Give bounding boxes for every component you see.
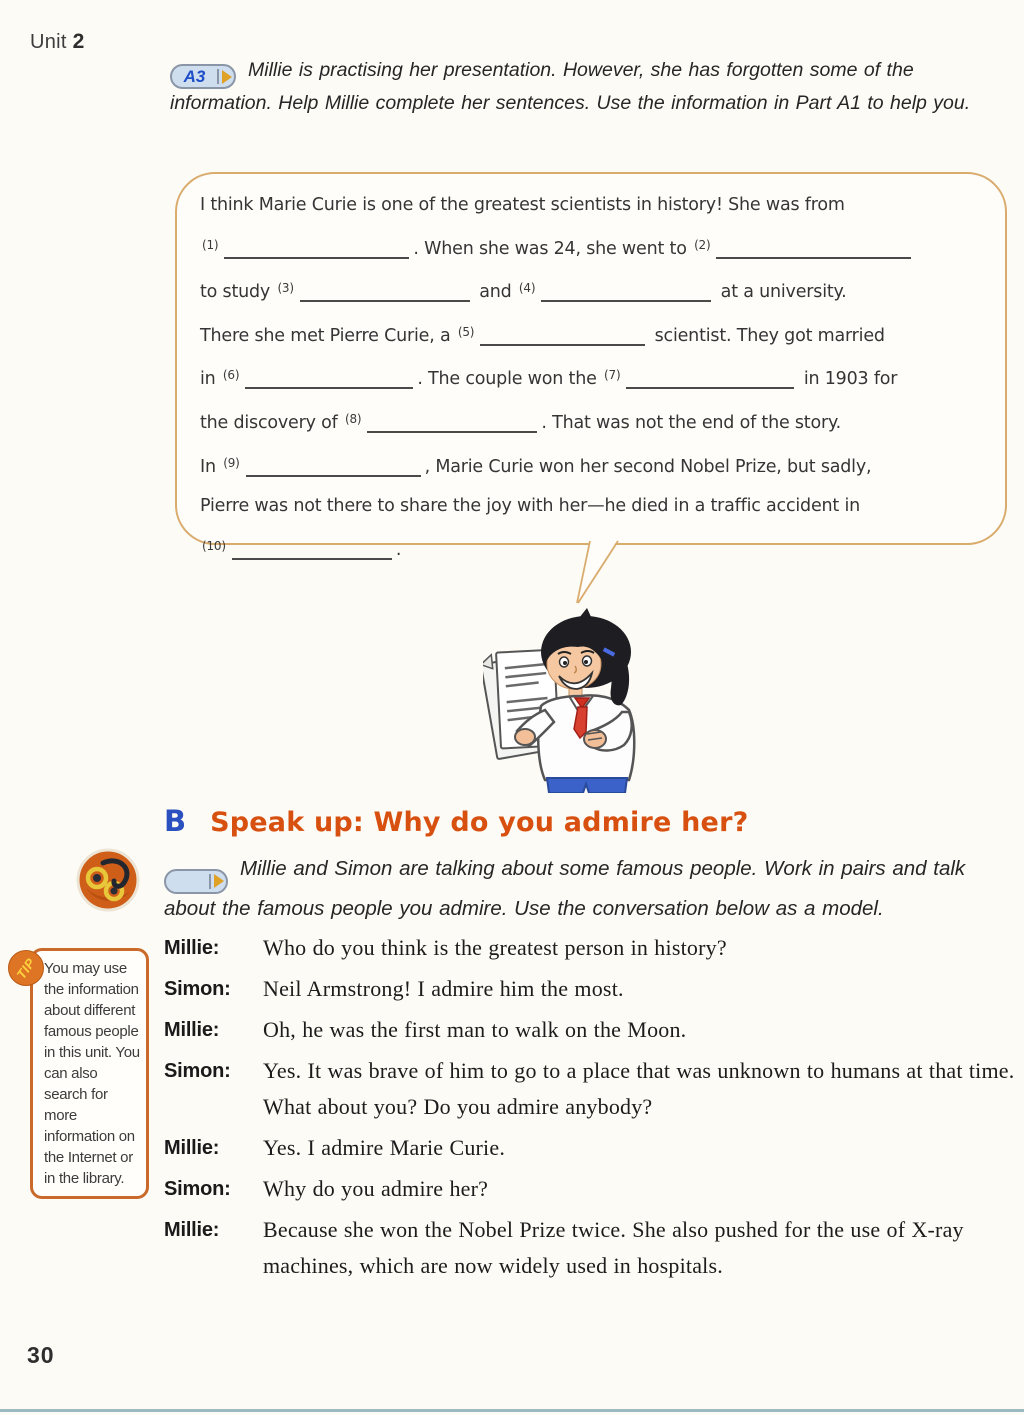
- dialogue-row: [164, 1130, 1022, 1166]
- blank-number: (5): [457, 324, 475, 339]
- bubble-line: [200, 356, 985, 400]
- bubble-text: . That was not the end of the story.: [541, 412, 841, 433]
- listen-badge: [164, 869, 228, 894]
- a3-instruction-text: Millie is practising her presentation. However, she has forgotten some of the information. Help Millie complete her sentences. Use the information in Part A1 to help you.: [170, 59, 971, 114]
- unit-number: 2: [72, 30, 85, 53]
- blank-number: (10): [202, 538, 226, 553]
- bubble-text: There she met Pierre Curie, a: [200, 325, 456, 346]
- bubble-text: . The couple won the: [417, 369, 603, 390]
- speaker-name: Millie:: [164, 1219, 220, 1241]
- bubble-line: [200, 313, 985, 357]
- speaker-line: Yes. It was brave of him to go to a place that was unknown to humans at that time. What about you? Do you admire anybody?: [263, 1058, 1015, 1119]
- bottom-rule: [0, 1409, 1024, 1412]
- exercise-a3-instruction: [170, 56, 984, 118]
- section-b-heading: [164, 804, 748, 838]
- a3-badge-label: A3: [183, 67, 206, 86]
- blank-number: (3): [277, 281, 294, 296]
- bubble-line: [200, 400, 985, 444]
- a3-badge: [170, 64, 236, 89]
- bubble-text: in: [200, 369, 221, 390]
- speaker-name: Simon:: [164, 1060, 231, 1082]
- speaker-line: Yes. I admire Marie Curie.: [263, 1135, 506, 1160]
- speech-bubble-lines: [200, 186, 985, 570]
- blank-line: [300, 294, 470, 302]
- section-b-instruction: [164, 854, 966, 924]
- speaker-name: Millie:: [164, 1137, 220, 1159]
- blank-line: [245, 381, 413, 389]
- bubble-text: in 1903 for: [798, 369, 898, 390]
- blank-line: [232, 552, 392, 560]
- blank-line: [480, 338, 645, 346]
- speaker-line: Why do you admire her?: [263, 1176, 489, 1201]
- bubble-text: Pierre was not there to share the joy with her—he died in a traffic accident in: [200, 496, 860, 517]
- dialogue-row: [164, 930, 1022, 966]
- tip-box: [30, 948, 149, 1199]
- bubble-line: [200, 226, 985, 270]
- bubble-text: In: [200, 456, 222, 477]
- speaker-name: Simon:: [164, 1178, 231, 1200]
- blank-number: (1): [202, 237, 219, 252]
- blank-line: [224, 251, 409, 259]
- speaker-name: Millie:: [164, 937, 220, 959]
- dialogue-row: [164, 971, 1022, 1007]
- blank-line: [367, 425, 537, 433]
- blank-number: (9): [223, 455, 240, 470]
- dialogue: [164, 930, 1022, 1289]
- blank-number: (4): [518, 281, 536, 296]
- millie-cartoon: [483, 608, 668, 793]
- dialogue-row: [164, 1053, 1022, 1125]
- blank-number: (2): [694, 237, 711, 252]
- blank-line: [541, 294, 711, 302]
- play-icon: [222, 70, 232, 84]
- speaker-name: Simon:: [164, 978, 231, 1000]
- speaker-line: Neil Armstrong! I admire him the most.: [263, 976, 624, 1001]
- blank-line: [246, 469, 421, 477]
- bubble-text: I think Marie Curie is one of the greatest scientists in history! She was from: [200, 195, 845, 215]
- bubble-text: to study: [200, 282, 276, 303]
- blank-line: [626, 381, 794, 389]
- bubble-text: .: [395, 539, 402, 560]
- bubble-text: , Marie Curie won her second Nobel Prize, but sadly,: [424, 456, 872, 477]
- blank-number: (7): [604, 368, 621, 383]
- speech-bubble-tail: [556, 535, 666, 615]
- speaker-line: Who do you think is the greatest person in history?: [263, 935, 727, 960]
- listening-activity-icon: [76, 848, 140, 912]
- play-icon: [214, 874, 224, 888]
- speaker-line: Oh, he was the first man to walk on the Moon.: [263, 1017, 687, 1042]
- unit-label: [30, 30, 85, 54]
- bubble-line: [200, 186, 985, 226]
- blank-line: [716, 251, 911, 259]
- tip-text: You may use the information about different famous people in this unit. You can also search for more information on the Internet or in the library.: [44, 960, 140, 1187]
- blank-number: (8): [344, 411, 362, 426]
- dialogue-row: [164, 1171, 1022, 1207]
- bubble-text: . When she was 24, she went to: [413, 238, 693, 259]
- dialogue-row: [164, 1212, 1022, 1284]
- speech-bubble: [175, 172, 1007, 560]
- speaker-line: Because she won the Nobel Prize twice. She also pushed for the use of X-ray machines, which are now widely used in hospitals.: [263, 1217, 964, 1278]
- page-number: 30: [27, 1342, 55, 1368]
- badge-divider: [217, 69, 219, 84]
- unit-word: Unit: [30, 31, 67, 53]
- bubble-line: [200, 444, 985, 488]
- bubble-text: at a university.: [715, 282, 847, 303]
- tip-badge-label: TIP: [13, 954, 39, 982]
- bubble-text: scientist. They got married: [649, 325, 885, 346]
- bubble-text: and: [473, 282, 517, 303]
- section-letter: B: [164, 804, 187, 838]
- b-instruction-text: Millie and Simon are talking about some famous people. Work in pairs and talk about the famous people you admire. Use the conversation below as a model.: [164, 857, 966, 920]
- section-title: Speak up: Why do you admire her?: [210, 807, 749, 838]
- blank-number: (6): [222, 368, 240, 383]
- bubble-line: [200, 269, 985, 313]
- bubble-line: [200, 487, 985, 527]
- badge-divider: [209, 874, 211, 889]
- dialogue-row: [164, 1012, 1022, 1048]
- millie-illustration: [483, 608, 668, 793]
- bubble-text: the discovery of: [200, 412, 343, 433]
- speaker-name: Millie:: [164, 1019, 220, 1041]
- tip-badge: [8, 950, 44, 986]
